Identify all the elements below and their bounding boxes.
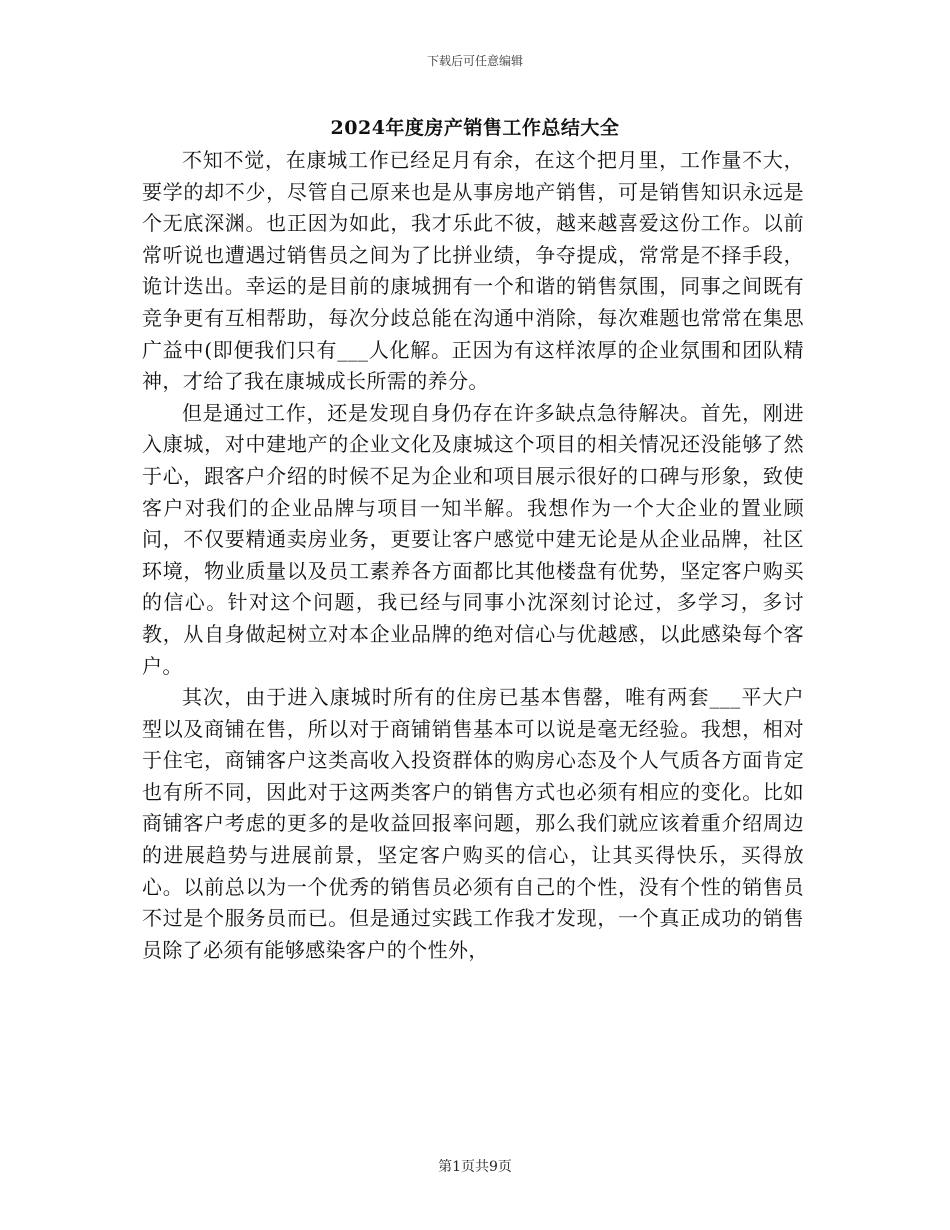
paragraph-1: 不知不觉，在康城工作已经足月有余，在这个把月里，工作量不大，要学的却不少，尽管自己原来也是从事房地产销售，可是销售知识永远是个无底深渊。也正因为如此，我才乐此不彼，越来越喜爱这份工作。以前常听说也遭遇过销售员之间为了比拼业绩，争夺提成，常常是不择手段，诡计迭出。幸运的是目前的康城拥有一个和谐的销售氛围，同事之间既有竞争更有互相帮助，每次分歧总能在沟通中消除，每次难题也常常在集思广益中(即便我们只有___人化解。正因为有这样浓厚的企业氛围和团队精神，才给了我在康城成长所需的养分。: [142, 148, 804, 394]
paragraph-2: 但是通过工作，还是发现自身仍存在许多缺点急待解决。首先，刚进入康城，对中建地产的企业文化及康城这个项目的相关情况还没能够了然于心，跟客户介绍的时候不足为企业和项目展示很好的口碑与形象，致使客户对我们的企业品牌与项目一知半解。我想作为一个大企业的置业顾问，不仅要精通卖房业务，更要让客户感觉中建无论是从企业品牌，社区环境，物业质量以及员工素养各方面都比其他楼盘有优势，坚定客户购买的信心。针对这个问题，我已经与同事小沈深刻讨论过，多学习，多讨教，从自身做起树立对本企业品牌的绝对信心与优越感，以此感染每个客户。: [142, 400, 804, 678]
page-header-note: 下载后可任意编辑: [426, 54, 523, 68]
paragraph-3: 其次，由于进入康城时所有的住房已基本售罄，唯有两套___平大户型以及商铺在售，所以对于商铺销售基本可以说是毫无经验。我想，相对于住宅，商铺客户这类高收入投资群体的购房心态及个人气质各方面肯定也有所不同，因此对于这两类客户的销售方式也必须有相应的变化。比如商铺客户考虑的更多的是收益回报率问题，那么我们就应该着重介绍周边的进展趋势与进展前景，坚定客户购买的信心，让其买得快乐，买得放心。以前总以为一个优秀的销售员必须有自己的个性，没有个性的销售员不过是个服务员而已。但是通过实践工作我才发现，一个真正成功的销售员除了必须有能够感染客户的个性外，: [142, 685, 804, 962]
page-number: 第1页共9页: [438, 1159, 512, 1175]
document-body: [142, 145, 804, 966]
document-title: 2024年度房产销售工作总结大全: [330, 117, 620, 139]
